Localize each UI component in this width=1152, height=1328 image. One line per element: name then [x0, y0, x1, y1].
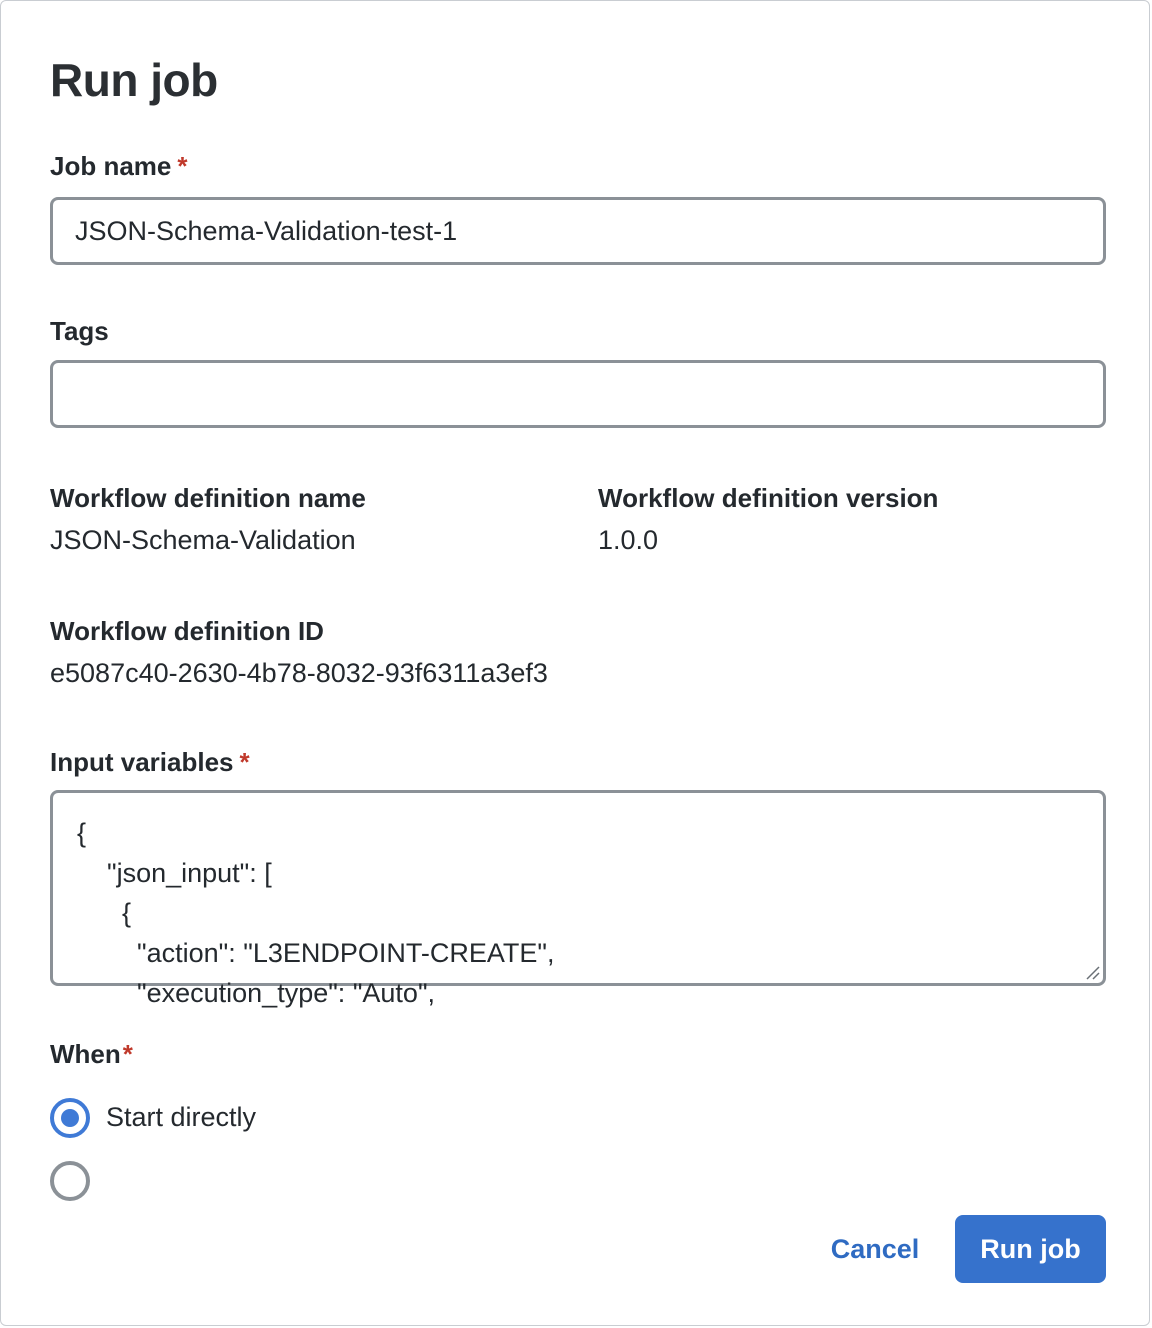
tags-input[interactable]: [50, 360, 1106, 428]
dialog-title: Run job: [50, 54, 218, 106]
scroll-clip: [41, 1151, 341, 1171]
workflow-name-label: Workflow definition name: [50, 483, 366, 513]
tags-label: Tags: [50, 316, 109, 346]
run-job-button[interactable]: Run job: [955, 1215, 1106, 1283]
job-name-label: [50, 151, 188, 182]
resize-handle-icon[interactable]: [1084, 964, 1100, 980]
input-variables-code[interactable]: { "json_input": [ { "action": "L3ENDPOINT-CREATE", "execution_type": "Auto",: [77, 818, 555, 1008]
cancel-button[interactable]: Cancel: [809, 1216, 941, 1282]
workflow-version-label: Workflow definition version: [598, 483, 939, 513]
required-marker: *: [239, 747, 250, 777]
workflow-id-label: Workflow definition ID: [50, 616, 324, 646]
job-name-input[interactable]: [50, 197, 1106, 265]
input-variables-textarea[interactable]: [50, 790, 1106, 1008]
radio-option-2[interactable]: [50, 1161, 90, 1201]
input-variables-label: [50, 747, 250, 778]
workflow-id-value: e5087c40-2630-4b78-8032-93f6311a3ef3: [50, 658, 548, 688]
required-marker: *: [122, 1039, 133, 1069]
when-label: [50, 1039, 133, 1070]
workflow-name-value: JSON-Schema-Validation: [50, 525, 356, 555]
required-marker: *: [177, 151, 188, 181]
radio-start-directly-label[interactable]: Start directly: [106, 1102, 257, 1132]
radio-start-directly[interactable]: [50, 1098, 90, 1138]
workflow-version-value: 1.0.0: [598, 525, 659, 555]
job-name-label-text: Job name: [50, 151, 172, 181]
when-label-text: When: [50, 1039, 121, 1069]
input-variables-label-text: Input variables: [50, 747, 234, 777]
